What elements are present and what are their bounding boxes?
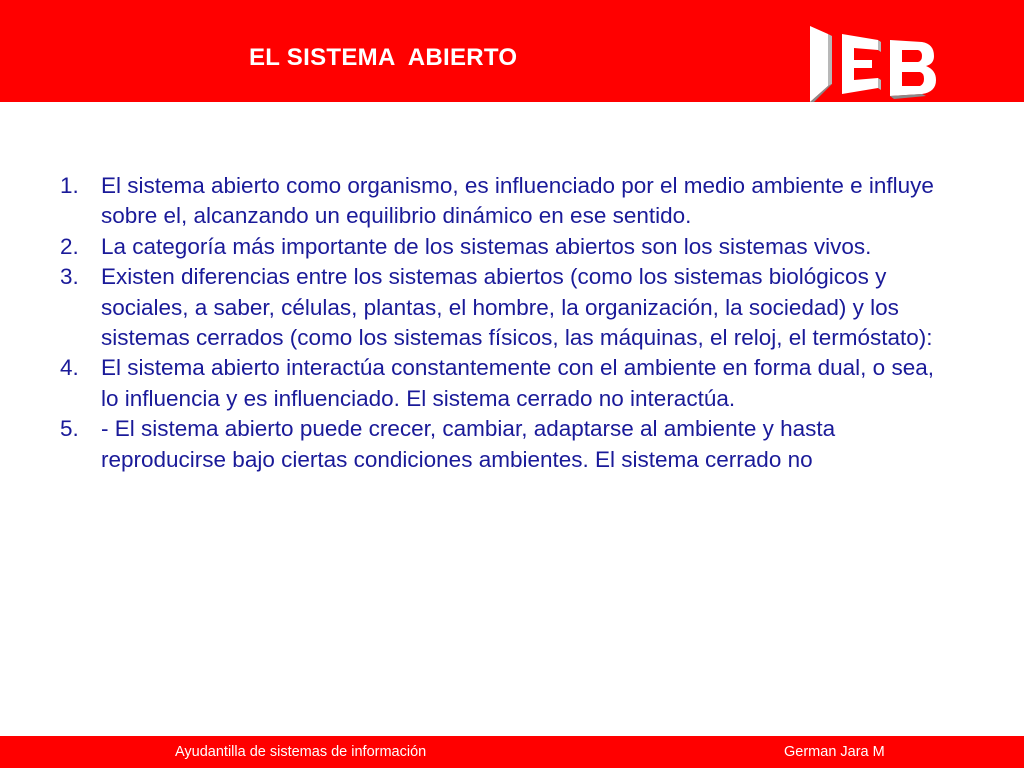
- list-item: [60, 171, 940, 232]
- list-item-text: El sistema abierto interactúa constantemente con el ambiente en forma dual, o sea, lo influencia y es influenciado. El sistema cerrado no interactúa.: [101, 355, 934, 411]
- list-item-number: 2.: [60, 233, 79, 259]
- list-item-number: 4.: [60, 355, 79, 381]
- logo-letter-e: [842, 34, 881, 94]
- list-item-text: La categoría más importante de los sistemas abiertos son los sistemas vivos.: [101, 233, 872, 259]
- list-item-number: 3.: [60, 264, 79, 290]
- list-item: [60, 353, 940, 414]
- list-item-number: 5.: [60, 416, 79, 442]
- list-item: [60, 414, 940, 475]
- list-item-text: - El sistema abierto puede crecer, cambiar, adaptarse al ambiente y hasta reproducirse bajo ciertas condiciones ambientes. El sistema cerrado no: [101, 416, 836, 472]
- footer-course-title: Ayudantilla de sistemas de información: [175, 744, 427, 760]
- logo-letter-b: [890, 40, 936, 99]
- content-list: [60, 171, 940, 475]
- ieb-logo: [806, 20, 942, 104]
- list-item-text: El sistema abierto como organismo, es influenciado por el medio ambiente e influye sobre el, alcanzando un equilibrio dinámico en ese sentido.: [101, 173, 934, 229]
- logo-letter-i: [810, 26, 832, 102]
- footer-author: German Jara M: [784, 744, 885, 760]
- list-item-text: Existen diferencias entre los sistemas abiertos (como los sistemas biológicos y sociales, a saber, células, plantas, el hombre, la organización, la sociedad) y los sistemas cerrados (como los sistemas físicos, las máquinas, el reloj, el termóstato):: [101, 264, 933, 351]
- list-item: [60, 262, 940, 353]
- slide-title: EL SISTEMA ABIERTO: [249, 44, 518, 71]
- list-item: [60, 232, 940, 262]
- list-item-number: 1.: [60, 173, 79, 198]
